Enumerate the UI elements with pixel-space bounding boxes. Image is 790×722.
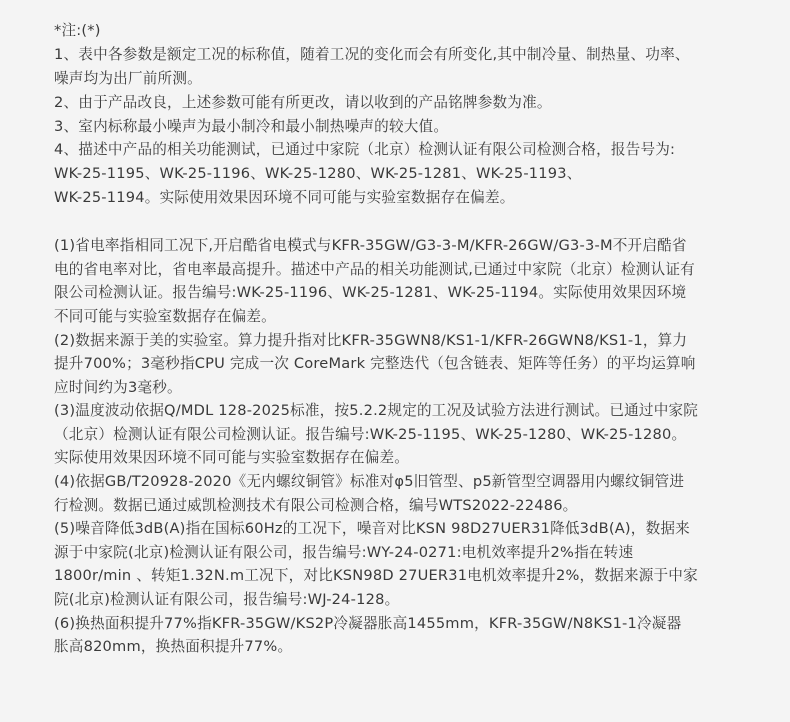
footnote-line: 1800r/min 、转矩1.32N.m工况下，对比KSN98D 27UER31电机效率提升2%，数据来源于中家 xyxy=(54,567,698,585)
footnote-line: (3)温度波动依据Q/MDL 128-2025标准，按5.2.2规定的工况及试验方法进行测试。已通过中家院 xyxy=(54,402,699,420)
footnote-line: 电的省电率对比，省电率最高提升。描述中产品的相关功能测试,已通过中家院（北京）检测认证有 xyxy=(54,260,695,278)
footnote-line: 实际使用效果因环境不同可能与实验室数据存在偏差。 xyxy=(54,449,410,467)
footnote-line: (4)依据GB/T20928-2020《无内螺纹铜管》标准对φ5旧管型、p5新管型空调器用内螺纹铜管进 xyxy=(54,473,685,491)
footnote-line: （北京）检测认证有限公司检测认证。报告编号:WK-25-1195、WK-25-1280、WK-25-1280。 xyxy=(54,425,687,443)
notes-section xyxy=(54,19,736,210)
footnote-line: 应时间约为3毫秒。 xyxy=(54,378,182,396)
footnote-line: 胀高820mm，换热面积提升77%。 xyxy=(54,638,293,656)
footnote-line: (2)数据来源于美的实验室。算力提升指对比KFR-35GWN8/KS1-1/KFR-26GWN8/KS1-1，算力 xyxy=(54,331,688,349)
notes-header: *注:(*) xyxy=(54,22,101,39)
note-line: WK-25-1195、WK-25-1196、WK-25-1280、WK-25-1281、WK-25-1193、 xyxy=(54,165,582,183)
note-line: 2、由于产品改良，上述参数可能有所更改，请以收到的产品铭牌参数为准。 xyxy=(54,93,552,111)
note-line: 1、表中各参数是额定工况的标称值，随着工况的变化而会有所变化,其中制冷量、制热量、功率、 xyxy=(54,45,690,63)
footnote-line: 行检测。数据已通过威凯检测技术有限公司检测合格，编号WTS2022-22486。 xyxy=(54,496,578,514)
note-line: WK-25-1194。实际使用效果因环境不同可能与实验室数据存在偏差。 xyxy=(54,189,515,207)
footnote-line: 院(北京)检测认证有限公司，报告编号:WJ-24-128。 xyxy=(54,591,400,609)
footnote-line: (5)噪音降低3dB(A)指在国标60Hz的工况下，噪音对比KSN 98D27UER31降低3dB(A)，数据来 xyxy=(54,520,690,538)
footnote-line: 提升700%；3毫秒指CPU 完成一次 CoreMark 完整迭代（包含链表、矩阵等任务）的平均运算响 xyxy=(54,355,696,373)
footnotes-section xyxy=(54,234,736,659)
footnote-line: 不同可能与实验室数据存在偏差。 xyxy=(54,307,276,325)
note-line: 噪声均为出厂前所测。 xyxy=(54,69,202,87)
note-line: 4、描述中产品的相关功能测试，已通过中家院（北京）检测认证有限公司检测合格，报告号为: xyxy=(54,141,676,159)
note-line: 3、室内标称最小噪声为最小制冷和最小制热噪声的较大值。 xyxy=(54,117,449,135)
footnote-line: (6)换热面积提升77%指KFR-35GW/KS2P冷凝器胀高1455mm，KFR-35GW/N8KS1-1冷凝器 xyxy=(54,614,682,632)
footnote-line: 限公司检测认证。报告编号:WK-25-1196、WK-25-1281、WK-25-1194。实际使用效果因环境 xyxy=(54,284,687,302)
footnote-line: (1)省电率指相同工况下,开启酷省电模式与KFR-35GW/G3-3-M/KFR-26GW/G3-3-M不开启酷省 xyxy=(54,237,687,255)
footnote-line: 源于中家院(北京)检测认证有限公司，报告编号:WY-24-0271:电机效率提升2%指在转速 xyxy=(54,543,634,561)
